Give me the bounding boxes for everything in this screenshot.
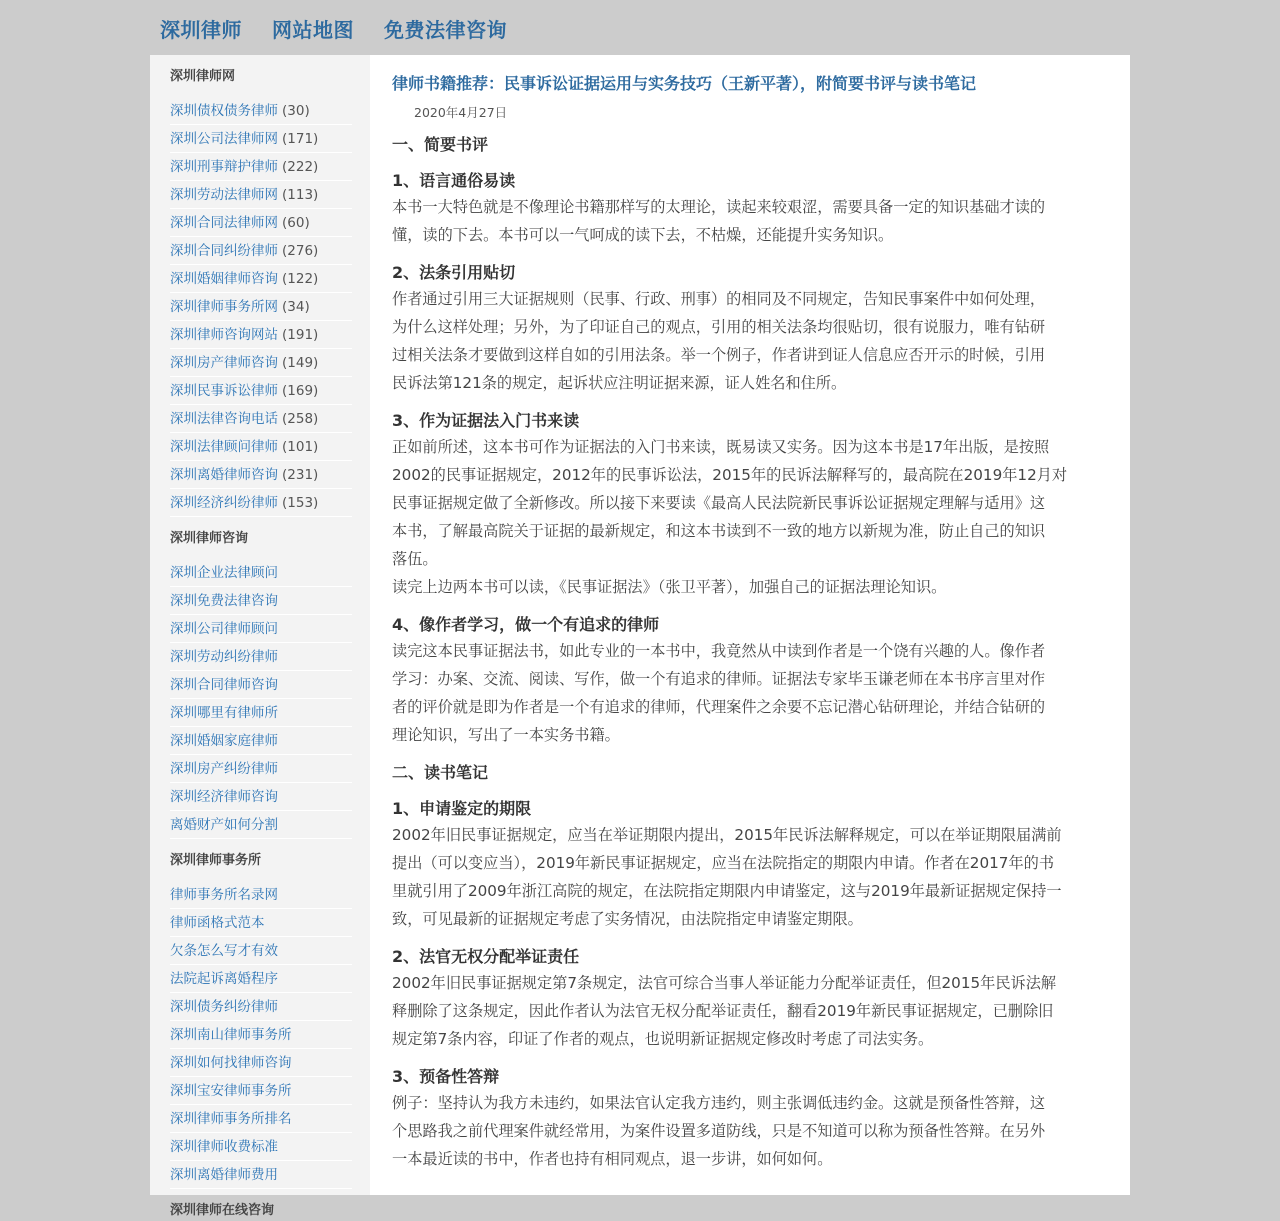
sidebar-link[interactable] [170,993,352,1021]
subsection-heading: 1、语言通俗易读 [392,171,516,190]
sidebar-link-count: (113) [282,187,319,203]
sidebar-link-count: (153) [282,495,319,511]
sidebar-link-count: (34) [282,299,310,315]
sidebar-link-label: 深圳离婚律师费用 [170,1167,278,1183]
sidebar-link-count: (60) [282,215,310,231]
sidebar-link-label: 深圳法律咨询电话 [170,411,278,427]
paragraph-line: 读完上边两本书可以读，《民事证据法》（张卫平著），加强自己的证据法理论知识。 [392,578,947,596]
sidebar-link-label: 深圳婚姻家庭律师 [170,733,278,749]
article [392,55,1116,1173]
paragraph-line: 正如前所述，这本书可作为证据法的入门书来读，既易读又实务。因为这本书是17年出版，是按照 [392,438,1050,456]
article-paragraph [392,285,1116,397]
paragraph-line: 落伍。 [392,550,438,568]
article-paragraph [392,193,1116,249]
sidebar-link-label: 深圳律师收费标准 [170,1139,278,1155]
article-paragraph [392,1089,1116,1173]
sidebar-link[interactable] [170,1021,352,1049]
sidebar-link[interactable] [170,1133,352,1161]
sidebar-link-label: 深圳如何找律师咨询 [170,1055,292,1071]
paragraph-line: 例子：坚持认为我方未违约，如果法官认定我方违约，则主张调低违约金。这就是预备性答辩，这 [392,1094,1046,1112]
sidebar-link[interactable] [170,1105,352,1133]
sidebar-link[interactable] [170,615,352,643]
sidebar-link-label: 深圳宝安律师事务所 [170,1083,292,1099]
sidebar-link[interactable] [170,265,352,293]
sidebar-link-label: 深圳民事诉讼律师 [170,383,278,399]
sidebar-link[interactable] [170,377,352,405]
paragraph-line: 本书一大特色就是不像理论书籍那样写的太理论，读起来较艰涩，需要具备一定的知识基础才读的 [392,198,1046,216]
sidebar-link[interactable] [170,755,352,783]
sidebar-link-label: 律师事务所名录网 [170,887,278,903]
sidebar-link[interactable] [170,881,352,909]
sidebar-link[interactable] [170,1077,352,1105]
sidebar-link[interactable] [170,321,352,349]
sidebar-section-title: 深圳律师咨询 [170,531,249,546]
article-paragraph [392,969,1116,1053]
sidebar-link-label: 深圳南山律师事务所 [170,1027,292,1043]
subsection-heading: 2、法官无权分配举证责任 [392,947,580,966]
paragraph-line: 者的评价就是即为作者是一个有追求的律师，代理案件之余要不忘记潜心钻研理论，并结合钻研的 [392,698,1046,716]
sidebar-link[interactable] [170,727,352,755]
paragraph-line: 为什么这样处理；另外，为了印证自己的观点，引用的相关法条均很贴切，很有说服力，唯有钻研 [392,318,1046,336]
sidebar [150,55,370,1218]
page-container [150,55,1130,1218]
sidebar-link[interactable] [170,209,352,237]
nav-link-shenzhen-lawyer[interactable]: 深圳律师 [160,18,242,42]
sidebar-link-count: (169) [282,383,319,399]
sidebar-link-label: 深圳房产纠纷律师 [170,761,278,777]
sidebar-link-label: 深圳婚姻律师咨询 [170,271,278,287]
sidebar-link-count: (101) [282,439,319,455]
sidebar-link[interactable] [170,237,352,265]
sidebar-link-label: 深圳劳动纠纷律师 [170,649,278,665]
sidebar-link-label: 深圳企业法律顾问 [170,565,278,581]
sidebar-link[interactable] [170,965,352,993]
sidebar-link-count: (149) [282,355,319,371]
sidebar-link[interactable] [170,811,352,839]
paragraph-line: 致，可见最新的证据规定考虑了实务情况，由法院指定申请鉴定期限。 [392,910,863,928]
sidebar-link[interactable] [170,293,352,321]
subsection-heading: 2、法条引用贴切 [392,263,516,282]
sidebar-link[interactable] [170,489,352,517]
paragraph-line: 2002的民事证据规定，2012年的民事诉讼法，2015年的民诉法解释写的，最高院在2019年12月对 [392,466,1068,484]
paragraph-line: 作者通过引用三大证据规则（民事、行政、刑事）的相同及不同规定，告知民事案件中如何处理， [392,290,1046,308]
paragraph-line: 本书，了解最高院关于证据的最新规定，和这本书读到不一致的地方以新规为准，防止自己的知识 [392,522,1046,540]
subsection-heading: 3、预备性答辩 [392,1067,500,1086]
paragraph-line: 理论知识，写出了一本实务书籍。 [392,726,620,744]
sidebar-link-label: 深圳合同纠纷律师 [170,243,278,259]
sidebar-link[interactable] [170,559,352,587]
sidebar-link-label: 深圳合同法律师网 [170,215,278,231]
sidebar-link-label: 深圳律师咨询网站 [170,327,278,343]
section-heading: 一、简要书评 [392,135,489,154]
sidebar-link[interactable] [170,405,352,433]
top-nav [160,14,507,46]
article-paragraph [392,433,1116,601]
article-body [392,133,1116,1173]
sidebar-link[interactable] [170,671,352,699]
subsection-heading: 4、像作者学习，做一个有追求的律师 [392,615,660,634]
sidebar-link-label: 深圳合同律师咨询 [170,677,278,693]
sidebar-link-count: (191) [282,327,319,343]
sidebar-link-label: 欠条怎么写才有效 [170,943,278,959]
paragraph-line: 2002年旧民事证据规定，应当在举证期限内提出，2015年民诉法解释规定，可以在举证期限届满前 [392,826,1062,844]
paragraph-line: 释删除了这条规定，因此作者认为法官无权分配举证责任，翻看2019年新民事证据规定，已删除旧 [392,1002,1054,1020]
paragraph-line: 一本最近读的书中，作者也持有相同观点，退一步讲，如何如何。 [392,1150,833,1168]
sidebar-link[interactable] [170,153,352,181]
paragraph-line: 2002年旧民事证据规定第7条规定，法官可综合当事人举证能力分配举证责任，但2015年民诉法解 [392,974,1057,992]
sidebar-section-title: 深圳律师事务所 [170,853,262,868]
sidebar-link-label: 深圳法律顾问律师 [170,439,278,455]
sidebar-section [150,1201,352,1221]
sidebar-link[interactable] [170,909,352,937]
article-title[interactable]: 律师书籍推荐：民事诉讼证据运用与实务技巧（王新平著），附简要书评与读书笔记 [392,74,977,93]
sidebar-link[interactable] [170,433,352,461]
sidebar-link[interactable] [170,125,352,153]
sidebar-link-label: 深圳公司律师顾问 [170,621,278,637]
paragraph-line: 提出（可以变应当），2019年新民事证据规定，应当在法院指定的期限内申请。作者在2017年的书 [392,854,1055,872]
sidebar-link-count: (222) [282,159,319,175]
sidebar-link-label: 深圳劳动法律师网 [170,187,278,203]
sidebar-link-label: 深圳债务纠纷律师 [170,999,278,1015]
sidebar-link[interactable] [170,643,352,671]
sidebar-link-label: 离婚财产如何分割 [170,817,278,833]
sidebar-link-label: 深圳离婚律师咨询 [170,467,278,483]
sidebar-link[interactable] [170,181,352,209]
paragraph-line: 民事证据规定做了全新修改。所以接下来要读《最高人民法院新民事诉讼证据规定理解与适用》这 [392,494,1046,512]
sidebar-link-label: 律师函格式范本 [170,915,265,931]
article-date: 2020年4月27日 [414,105,508,120]
sidebar-link-count: (276) [282,243,319,259]
sidebar-link-label: 深圳公司法律师网 [170,131,278,147]
sidebar-link-label: 深圳刑事辩护律师 [170,159,278,175]
paragraph-line: 懂，读的下去。本书可以一气呵成的读下去，不枯燥，还能提升实务知识。 [392,226,894,244]
sidebar-link-count: (122) [282,271,319,287]
sidebar-section-title: 深圳律师网 [170,69,236,84]
subsection-heading: 1、申请鉴定的期限 [392,799,532,818]
sidebar-link-label: 深圳律师事务所网 [170,299,278,315]
paragraph-line: 规定第7条内容，印证了作者的观点，也说明新证据规定修改时考虑了司法实务。 [392,1030,934,1048]
sidebar-link-count: (171) [282,131,319,147]
nav-link-sitemap[interactable]: 网站地图 [272,18,354,42]
sidebar-section [150,529,352,839]
article-paragraph [392,821,1116,933]
sidebar-link[interactable] [170,783,352,811]
sidebar-link-label: 法院起诉离婚程序 [170,971,278,987]
paragraph-line: 读完这本民事证据法书，如此专业的一本书中，我竟然从中读到作者是一个饶有兴趣的人。像作者 [392,642,1046,660]
sidebar-link[interactable] [170,937,352,965]
sidebar-section [150,67,352,517]
sidebar-link-count: (258) [282,411,319,427]
sidebar-section [150,851,352,1189]
paragraph-line: 过相关法条才要做到这样自如的引用法条。举一个例子，作者讲到证人信息应否开示的时候，引用 [392,346,1046,364]
sidebar-link[interactable] [170,97,352,125]
article-paragraph [392,637,1116,749]
paragraph-line: 里就引用了2009年浙江高院的规定，在法院指定期限内申请鉴定，这与2019年最新证据规定保持一 [392,882,1062,900]
sidebar-link-label: 深圳债权债务律师 [170,103,278,119]
paragraph-line: 民诉法第121条的规定，起诉状应注明证据来源，证人姓名和住所。 [392,374,847,392]
sidebar-link[interactable] [170,699,352,727]
sidebar-link[interactable] [170,1161,352,1189]
sidebar-link-label: 深圳哪里有律师所 [170,705,278,721]
sidebar-link-label: 深圳律师事务所排名 [170,1111,292,1127]
sidebar-link-label: 深圳免费法律咨询 [170,593,278,609]
nav-link-free-legal-consult[interactable]: 免费法律咨询 [384,18,507,42]
section-heading: 二、读书笔记 [392,763,489,782]
sidebar-link[interactable] [170,587,352,615]
sidebar-link-count: (30) [282,103,310,119]
sidebar-link-label: 深圳经济纠纷律师 [170,495,278,511]
sidebar-link[interactable] [170,349,352,377]
sidebar-link-label: 深圳经济律师咨询 [170,789,278,805]
paragraph-line: 学习：办案、交流、阅读、写作，做一个有追求的律师。证据法专家毕玉谦老师在本书序言里对作 [392,670,1046,688]
paragraph-line: 个思路我之前代理案件就经常用，为案件设置多道防线，只是不知道可以称为预备性答辩。在另外 [392,1122,1046,1140]
sidebar-link[interactable] [170,1049,352,1077]
sidebar-link[interactable] [170,461,352,489]
subsection-heading: 3、作为证据法入门书来读 [392,411,580,430]
sidebar-section-title: 深圳律师在线咨询 [170,1203,275,1218]
sidebar-link-count: (231) [282,467,319,483]
sidebar-link-label: 深圳房产律师咨询 [170,355,278,371]
